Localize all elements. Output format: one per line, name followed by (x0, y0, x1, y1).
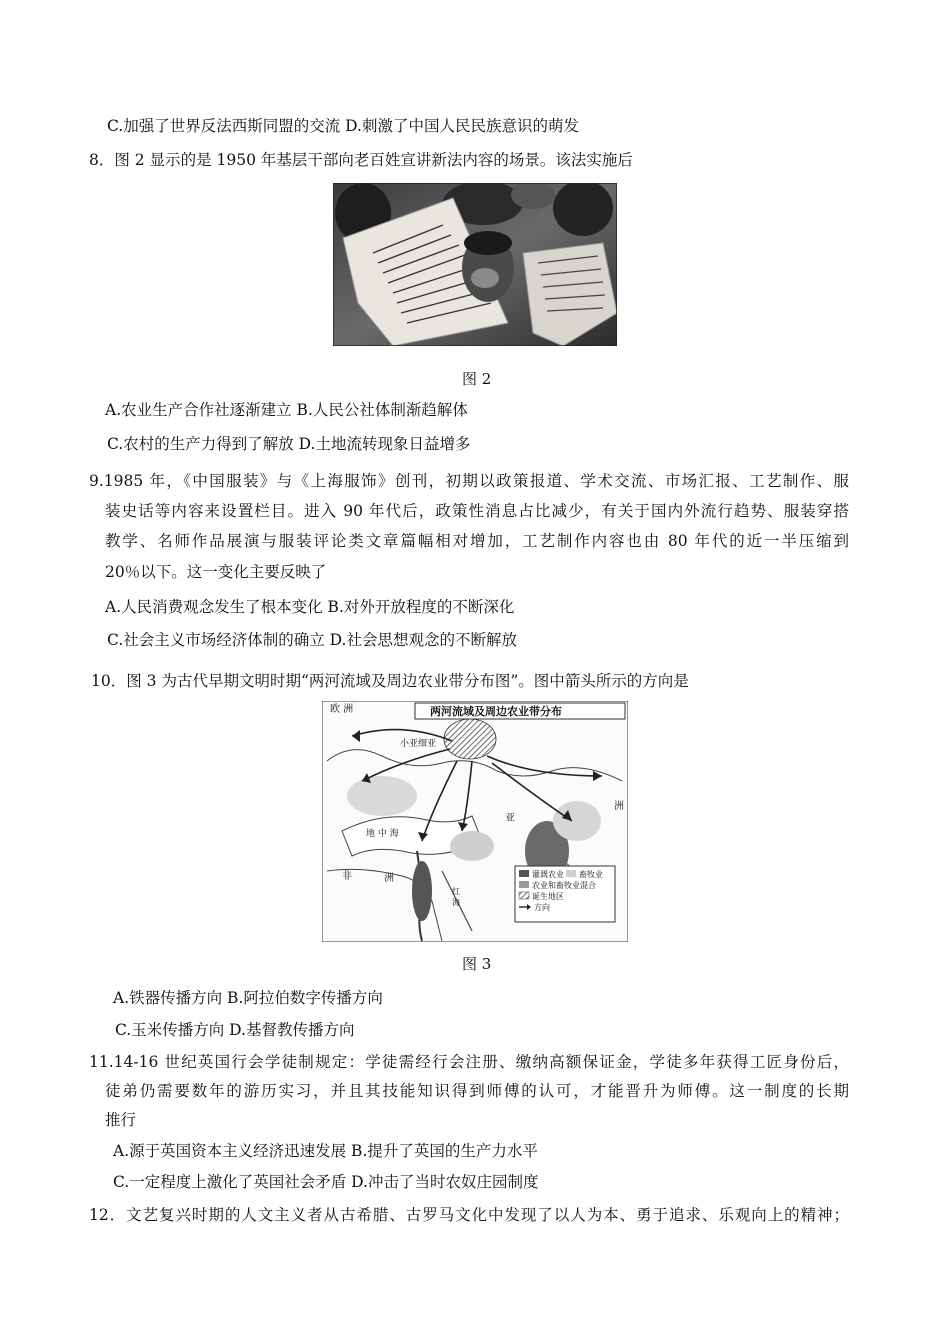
q8-photo (333, 183, 617, 346)
q9-line-2: 装史话等内容来设置栏目。进入 90 年代后，政策性消息占比减少，有关于国内外流行趋势、服装穿搭 (105, 502, 849, 520)
q9-options-ab: A.人民消费观念发生了根本变化 B.对外开放程度的不断深化 (105, 598, 515, 616)
map-label-red-sea: 红 海 (452, 887, 460, 907)
map-label-sea: 地 中 海 (366, 829, 399, 839)
map-label-asia-2: 洲 (614, 801, 624, 812)
map-label-africa-1: 非 (342, 871, 352, 882)
map-legend-3: 农业和畜牧业混合 (532, 881, 596, 890)
map-legend-5: 方向 (534, 903, 550, 912)
q9-line-1: 9.1985 年，《中国服装》与《上海服饰》创刊，初期以政策报道、学术交流、市场汇报、工艺制作、服 (89, 472, 849, 490)
q11-line-1: 11.14-16 世纪英国行会学徒制规定：学徒需经行会注册、缴纳高额保证金，学徒多年获得工匠身份后， (89, 1053, 849, 1071)
q8-figure-caption: 图 2 (462, 370, 492, 388)
q8-options-ab: A.农业生产合作社逐渐建立 B.人民公社体制渐趋解体 (105, 401, 468, 419)
q11-line-3: 推行 (105, 1111, 137, 1129)
map-legend-4: 诞生地区 (532, 892, 564, 901)
q10-map (322, 701, 628, 942)
q9-line-4: 20％以下。这一变化主要反映了 (105, 563, 327, 581)
q11-options-ab: A.源于英国资本主义经济迅速发展 B.提升了英国的生产力水平 (113, 1142, 538, 1160)
q10-figure-caption: 图 3 (462, 955, 492, 973)
map-label-asia-minor: 小亚细亚 (400, 739, 437, 749)
q9-options-cd: C.社会主义市场经济体制的确立 D.社会思想观念的不断解放 (107, 631, 517, 649)
map-title: 两河流域及周边农业带分布 (430, 705, 562, 718)
q8-stem: 8．图 2 显示的是 1950 年基层干部向老百姓宣讲新法内容的场景。该法实施后 (89, 151, 633, 169)
q10-stem: 10．图 3 为古代早期文明时期“两河流域及周边农业带分布图”。图中箭头所示的方向是 (91, 672, 689, 690)
q11-line-2: 徒弟仍需要数年的游历实习，并且其技能知识得到师傅的认可，才能晋升为师傅。这一制度的长期 (105, 1082, 849, 1100)
q11-options-cd: C.一定程度上激化了英国社会矛盾 D.冲击了当时农奴庄园制度 (113, 1173, 539, 1191)
map-label-europe: 欧 洲 (330, 704, 354, 715)
map-legend-1: 灌溉农业 (532, 870, 564, 879)
q8-options-cd: C.农村的生产力得到了解放 D.土地流转现象日益增多 (107, 435, 471, 453)
map-label-africa-2: 洲 (384, 873, 394, 884)
q10-options-ab: A.铁器传播方向 B.阿拉伯数字传播方向 (113, 989, 383, 1007)
map-legend-2: 畜牧业 (579, 870, 603, 879)
q12-stem: 12．文艺复兴时期的人文主义者从古希腊、古罗马文化中发现了以人为本、勇于追求、乐观向上的精神； (89, 1206, 849, 1224)
map-label-asia-1: 亚 (505, 813, 515, 824)
q10-options-cd: C.玉米传播方向 D.基督教传播方向 (115, 1021, 355, 1039)
q7-options-cd: C.加强了世界反法西斯同盟的交流 D.刺激了中国人民民族意识的萌发 (107, 117, 579, 135)
q9-line-3: 教学、名师作品展演与服装评论类文章篇幅相对增加，工艺制作内容也由 80 年代的近一半压缩到 (105, 532, 849, 550)
